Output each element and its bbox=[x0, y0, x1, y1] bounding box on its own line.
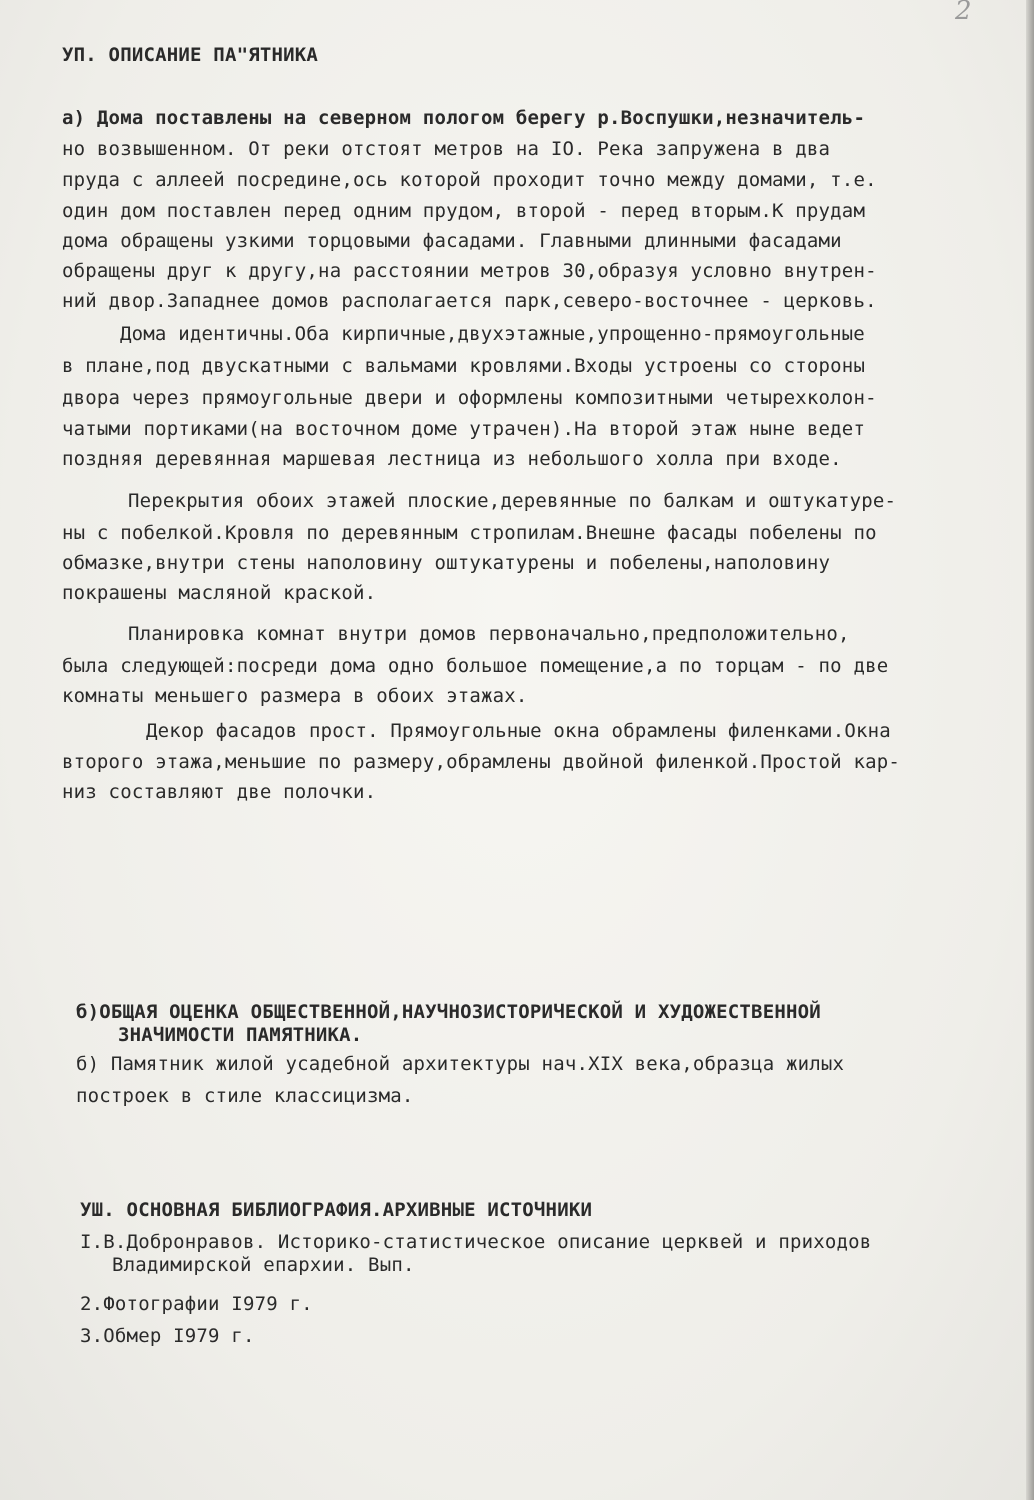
text-line: ний двор.Западнее домов располагается парк,северо-восточнее - церковь. bbox=[62, 290, 877, 312]
text-line: Перекрытия обоих этажей плоские,деревянные по балкам и оштукатуре- bbox=[128, 490, 897, 512]
bibliography-item: I.В.Добронравов. Историко-статистическое описание церквей и приходов bbox=[80, 1231, 872, 1253]
text-line: низ составляют две полочки. bbox=[62, 781, 377, 803]
part-b-heading: б)ОБЩАЯ ОЦЕНКА ОБЩЕСТВЕННОЙ,НАУЧНОЗИСТОРИЧЕСКОЙ И ХУДОЖЕСТВЕННОЙ bbox=[76, 1001, 821, 1023]
section8-heading: УШ. ОСНОВНАЯ БИБЛИОГРАФИЯ.АРХИВНЫЕ ИСТОЧНИКИ bbox=[80, 1199, 593, 1221]
bibliography-item: 3.Обмер I979 г. bbox=[80, 1325, 255, 1347]
text-line: б) Памятник жилой усадебной архитектуры нач.XIX века,образца жилых bbox=[76, 1053, 845, 1075]
text-line: обмазке,внутри стены наполовину оштукатурены и побелены,наполовину bbox=[62, 552, 831, 574]
text-line: двора через прямоугольные двери и оформлены композитными четырехколон- bbox=[62, 387, 877, 409]
text-line: Планировка комнат внутри домов первоначально,предположительно, bbox=[128, 623, 850, 645]
text-line: была следующей:посреди дома одно большое помещение,а по торцам - по две bbox=[62, 655, 889, 677]
bibliography-item: 2.Фотографии I979 г. bbox=[80, 1293, 313, 1315]
text-line: но возвышенном. От реки отстоят метров на IO. Река запружена в два bbox=[62, 138, 831, 160]
part-b-heading: ЗНАЧИМОСТИ ПАМЯТНИКА. bbox=[118, 1024, 363, 1046]
text-line: дома обращены узкими торцовыми фасадами. Главными длинными фасадами bbox=[62, 230, 842, 252]
scan-edge bbox=[1026, 0, 1034, 1500]
text-line: в плане,под двускатными с вальмами кровлями.Входы устроены со стороны bbox=[62, 355, 866, 377]
text-line: один дом поставлен перед одним прудом, второй - перед вторым.К прудам bbox=[62, 200, 866, 222]
text-line: Декор фасадов прост. Прямоугольные окна обрамлены филенками.Окна bbox=[146, 720, 891, 742]
text-line: второго этажа,меньшие по размеру,обрамлены двойной филенкой.Простой кар- bbox=[62, 751, 901, 773]
text-line: поздняя деревянная маршевая лестница из небольшого холла при входе. bbox=[62, 448, 842, 470]
section7-heading: УП. ОПИСАНИЕ ПА"ЯТНИКА bbox=[62, 44, 319, 66]
text-line: ны с побелкой.Кровля по деревянным стропилам.Внешне фасады побелены по bbox=[62, 522, 877, 544]
text-line: построек в стиле классицизма. bbox=[76, 1085, 414, 1107]
text-line: комнаты меньшего размера в обоих этажах. bbox=[62, 685, 528, 707]
page-number-mark: 2 bbox=[955, 0, 972, 26]
text-line: а) Дома поставлены на северном пологом берегу р.Воспушки,незначитель- bbox=[62, 107, 866, 129]
text-line: Дома идентичны.Оба кирпичные,двухэтажные,упрощенно-прямоугольные bbox=[120, 323, 865, 345]
text-line: чатыми портиками(на восточном доме утрачен).На второй этаж ныне ведет bbox=[62, 418, 866, 440]
bibliography-item: Владимирской епархии. Вып. bbox=[112, 1254, 415, 1276]
text-line: обращены друг к другу,на расстоянии метров 30,образуя условно внутрен- bbox=[62, 260, 877, 282]
text-line: покрашены масляной краской. bbox=[62, 582, 377, 604]
text-line: пруда с аллеей посредине,ось которой проходит точно между домами, т.е. bbox=[62, 169, 877, 191]
